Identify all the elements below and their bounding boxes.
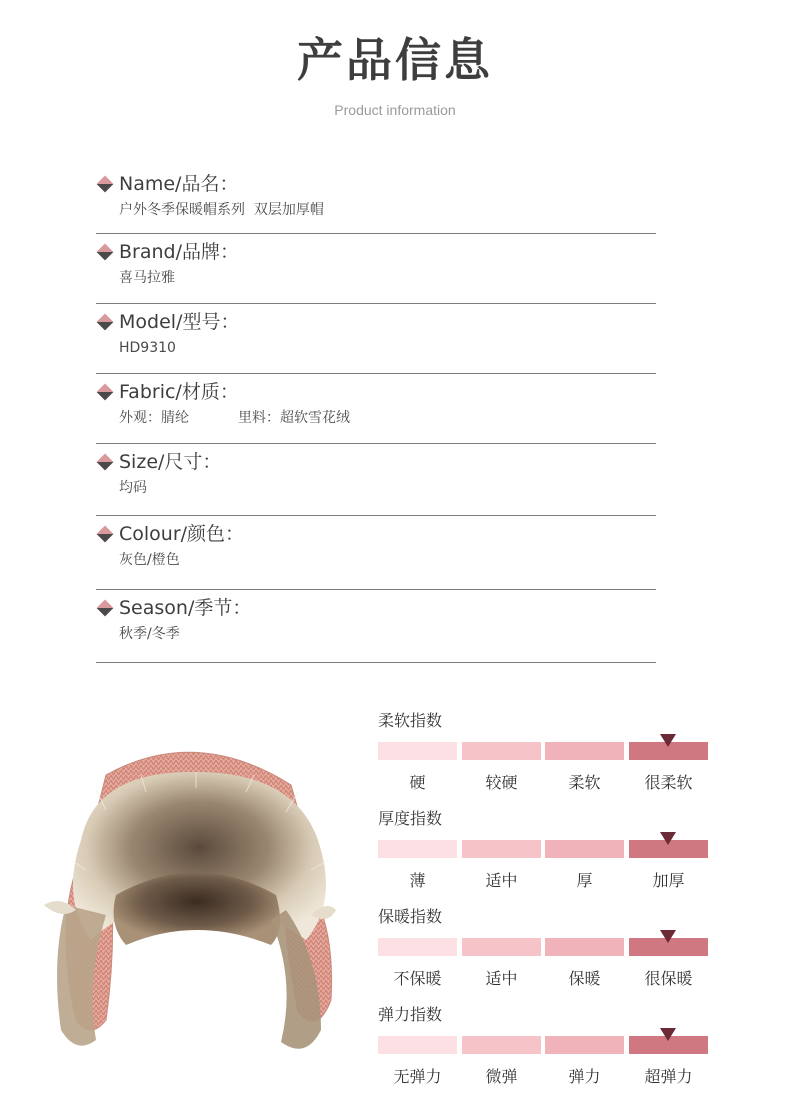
info-value: 喜马拉雅 (119, 270, 175, 286)
rating-title: 厚度指数 (378, 809, 443, 828)
rating-marker-icon (660, 832, 676, 845)
info-item (96, 234, 656, 304)
info-item (96, 516, 656, 590)
rating-level-label: 较硬 (485, 773, 518, 792)
info-label: Brand/品牌： (119, 241, 239, 263)
rating-level-label: 很保暖 (644, 969, 693, 988)
fur-trapper-hat-image (36, 730, 356, 1060)
info-item-header (96, 516, 656, 550)
info-item-header (96, 304, 656, 338)
rating-block (378, 1000, 708, 1098)
rating-scale (378, 1036, 708, 1054)
info-label: Name/品名： (119, 173, 239, 195)
rating-bar-segment (462, 742, 541, 760)
rating-level-label: 超弹力 (644, 1067, 693, 1086)
rating-title: 弹力指数 (378, 1005, 443, 1024)
rating-marker-icon (660, 1028, 676, 1041)
info-value: 均码 (119, 480, 147, 496)
info-label: Size/尺寸： (119, 451, 222, 473)
rating-scale (378, 938, 708, 956)
info-value: HD9310 (119, 340, 176, 356)
rating-level-label: 柔软 (568, 773, 601, 792)
info-value: 外观：腈纶 里料：超软雪花绒 (119, 410, 350, 426)
rating-block (378, 804, 708, 902)
info-value: 户外冬季保暖帽系列 双层加厚帽 (119, 202, 324, 218)
rating-marker-icon (660, 930, 676, 943)
diamond-bullet-icon (99, 456, 111, 468)
info-item (96, 590, 656, 663)
rating-level-label: 厚 (576, 871, 593, 890)
rating-bar-segment (545, 1036, 624, 1054)
rating-level-label: 不保暖 (393, 969, 442, 988)
diamond-bullet-icon (99, 178, 111, 190)
rating-scale (378, 840, 708, 858)
info-item (96, 166, 656, 234)
rating-marker-icon (660, 734, 676, 747)
rating-bar-segment (378, 1036, 457, 1054)
rating-bar-segment (378, 840, 457, 858)
rating-scale (378, 742, 708, 760)
info-item (96, 374, 656, 444)
rating-level-label: 加厚 (652, 871, 685, 890)
info-value: 秋季/冬季 (119, 626, 180, 642)
diamond-bullet-icon (99, 386, 111, 398)
rating-level-label: 无弹力 (393, 1067, 442, 1086)
info-item-header (96, 166, 656, 200)
info-value: 灰色/橙色 (119, 552, 180, 568)
rating-level-label: 薄 (409, 871, 426, 890)
rating-level-label: 微弹 (485, 1067, 518, 1086)
info-item-header (96, 444, 656, 478)
diamond-bullet-icon (99, 528, 111, 540)
rating-bar-segment (378, 742, 457, 760)
diamond-bullet-icon (99, 246, 111, 258)
rating-bar-segment (545, 938, 624, 956)
rating-level-label: 保暖 (568, 969, 601, 988)
info-label: Season/季节： (119, 597, 252, 619)
info-item-header (96, 234, 656, 268)
rating-title: 柔软指数 (378, 711, 443, 730)
info-item (96, 304, 656, 374)
info-item (96, 444, 656, 516)
info-item-header (96, 374, 656, 408)
rating-bar-segment (462, 1036, 541, 1054)
page-title: 产品信息 (297, 33, 493, 87)
info-label: Model/型号： (119, 311, 240, 333)
info-label: Fabric/材质： (119, 381, 239, 403)
rating-block (378, 902, 708, 1000)
rating-level-label: 弹力 (568, 1067, 601, 1086)
rating-level-label: 适中 (485, 871, 518, 890)
rating-bar-segment (462, 840, 541, 858)
rating-level-label: 适中 (485, 969, 518, 988)
rating-bar-segment (462, 938, 541, 956)
rating-level-label: 硬 (409, 773, 426, 792)
rating-block (378, 706, 708, 804)
rating-indices (378, 706, 708, 1098)
info-label: Colour/颜色： (119, 523, 245, 545)
rating-bar-segment (378, 938, 457, 956)
rating-level-label: 很柔软 (644, 773, 693, 792)
info-item-header (96, 590, 656, 624)
diamond-bullet-icon (99, 316, 111, 328)
rating-bar-segment (545, 742, 624, 760)
product-info-list (96, 166, 656, 663)
rating-bar-segment (545, 840, 624, 858)
page-subtitle: Product information (334, 102, 456, 118)
diamond-bullet-icon (99, 602, 111, 614)
rating-title: 保暖指数 (378, 907, 443, 926)
